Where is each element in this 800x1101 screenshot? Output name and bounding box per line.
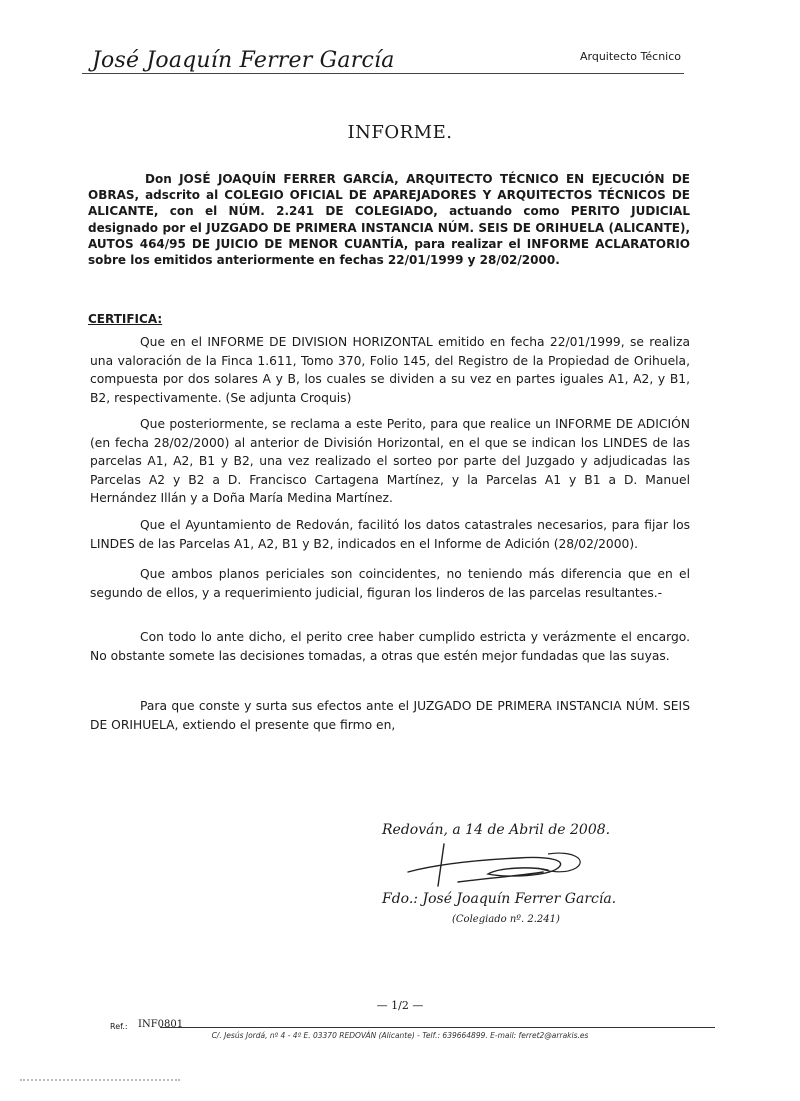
header-divider [82,73,684,74]
page-number: — 1/2 — [376,999,424,1012]
footer-divider [160,1027,715,1028]
scan-artifact [20,1079,180,1081]
body-paragraph-1: Que en el INFORME DE DIVISION HORIZONTAL emitido en fecha 22/01/1999, se realiza una valoración de la Finca 1.611, Tomo 370, Folio 145, del Registro de la Propiedad de Orihuela, compuesta por dos solares A y B, los cuales se dividen a su vez en partes iguales A1, A2, y B1, B2, respectivamente. (Se adjunta Croquis) [90,335,690,405]
footer-address: C/. Jesús Jordá, nº 4 - 4º E. 03370 REDOVÁN (Alicante) - Telf.: 639664899. E-mail: ferret2@arrakis.es [211,1031,589,1040]
intro-paragraph: Don JOSÉ JOAQUÍN FERRER GARCÍA, ARQUITECTO TÉCNICO EN EJECUCIÓN DE OBRAS, adscrito al COLEGIO OFICIAL DE APAREJADORES Y ARQUITECTOS TÉCNICOS DE ALICANTE, con el NÚM. 2.241 DE COLEGIADO, actuando como PERITO JUDICIAL designado por el JUZGADO DE PRIMERA INSTANCIA NÚM. SEIS DE ORIHUELA (ALICANTE), AUTOS 464/95 DE JUICIO DE MENOR CUANTÍA, para realizar el INFORME ACLARATORIO sobre los emitidos anteriormente en fechas 22/01/1999 y 28/02/2000. [88,172,690,268]
author-name: José Joaquín Ferrer García [92,48,395,73]
body-paragraph-4: Que ambos planos periciales son coincidentes, no teniendo más diferencia que en el segundo de ellos, y a requerimiento judicial, figuran los linderos de las parcelas resultantes.- [90,567,690,600]
body-paragraph-2: Que posteriormente, se reclama a este Perito, para que realice un INFORME DE ADICIÓN (en fecha 28/02/2000) al anterior de División Horizontal, en el que se indican los LINDES de las parcelas A1, A2, B1 y B2, una vez realizado el sorteo por parte del Juzgado y adjudicadas las Parcelas A2 y B2 a D. Francisco Cartagena Martínez, y la Parcelas A1 y B1 a D. Manuel Hernández Illán y a Doña María Medina Martínez. [90,417,690,505]
signed-by: Fdo.: José Joaquín Ferrer García. [382,891,617,907]
handwritten-signature [398,838,598,894]
professional-title: Arquitecto Técnico [580,50,682,63]
body-paragraph-6: Para que conste y surta sus efectos ante el JUZGADO DE PRIMERA INSTANCIA NÚM. SEIS DE ORIHUELA, extiendo el presente que firmo en, [90,699,690,732]
reference-code: INF0801 [138,1019,184,1030]
certifica-label: CERTIFICA: [88,312,163,326]
report-title: INFORME. [347,122,453,143]
colegiado-number: (Colegiado nº. 2.241) [452,914,560,925]
reference-label: Ref.: [110,1022,128,1031]
place-and-date: Redován, a 14 de Abril de 2008. [382,822,611,838]
body-paragraph-3: Que el Ayuntamiento de Redován, facilitó los datos catastrales necesarios, para fijar los LINDES de las Parcelas A1, A2, B1 y B2, indicados en el Informe de Adición (28/02/2000). [90,518,690,551]
body-paragraph-5: Con todo lo ante dicho, el perito cree haber cumplido estricta y verázmente el encargo. No obstante somete las decisiones tomadas, a otras que estén mejor fundadas que las suyas. [90,630,690,663]
